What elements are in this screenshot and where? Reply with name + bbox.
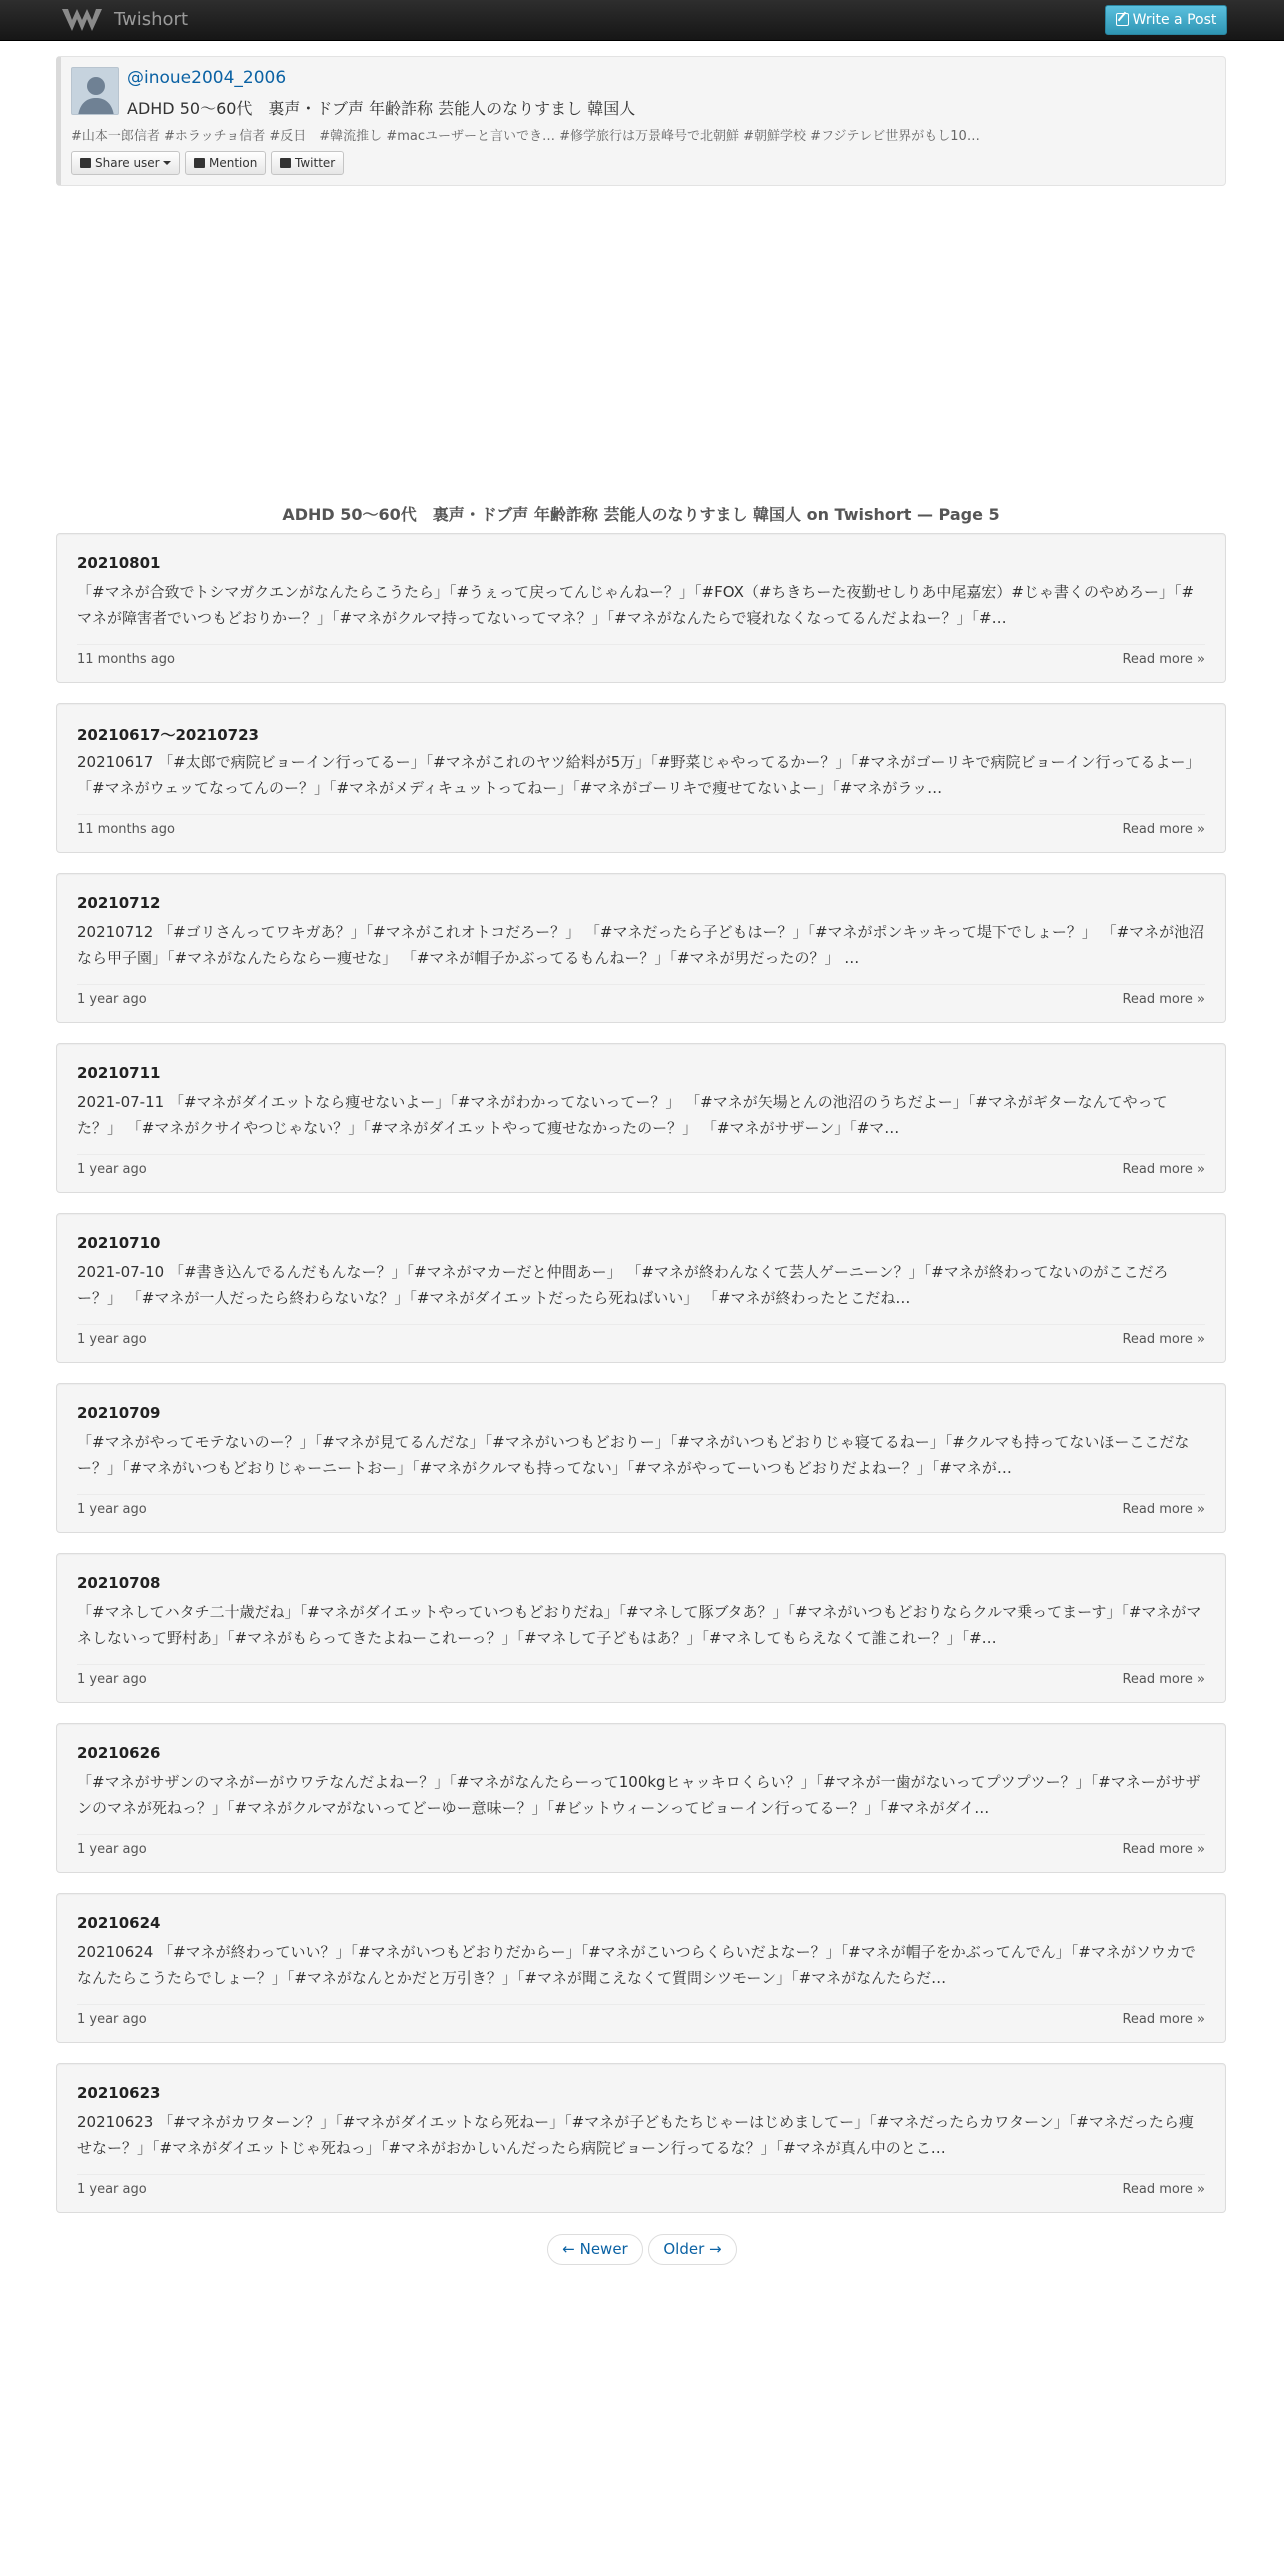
post-timestamp: 1 year ago — [77, 2012, 147, 2027]
post-title[interactable]: 20210710 — [77, 1234, 161, 1252]
comment-icon — [194, 158, 205, 168]
write-post-label: Write a Post — [1132, 12, 1217, 28]
divider — [77, 2004, 1205, 2005]
read-more-link[interactable]: Read more » — [1122, 822, 1205, 837]
read-more-link[interactable]: Read more » — [1122, 1162, 1205, 1177]
read-more-link[interactable]: Read more » — [1122, 1502, 1205, 1517]
user-bio-tags: #山本一郎信者 #ホラッチョ信者 #反日 #韓流推し #macユーザーと言いでき… #修学旅行は万景峰号で北朝鮮 #朝鮮学校 #フジテレビ世界がもし10… — [71, 129, 980, 144]
divider — [77, 644, 1205, 645]
divider — [77, 1154, 1205, 1155]
default-user-icon — [72, 68, 119, 115]
post-title[interactable]: 20210711 — [77, 1064, 161, 1082]
post-excerpt: 20210617 「#太郎で病院ビョーイン行ってるー」「#マネがこれのヤツ給料が5万」「#野菜じゃやってるかー？」「#マネがゴーリキで病院ビョーイン行ってるよー」「#マネがウェッてなってんのー？」「#マネがメディキュットってねー」「#マネがゴーリキで痩せてないよー」「#マネがラッ… — [77, 753, 1201, 797]
divider — [77, 1324, 1205, 1325]
newer-page-button[interactable]: ← Newer — [547, 2234, 643, 2265]
avatar[interactable] — [71, 67, 119, 115]
post-timestamp: 1 year ago — [77, 2182, 147, 2197]
read-more-link[interactable]: Read more » — [1122, 2012, 1205, 2027]
post-card — [56, 1043, 1226, 1193]
page-title: ADHD 50～60代 裏声・ドブ声 年齢詐称 芸能人のなりすまし 韓国人 on Twishort — Page 5 — [282, 505, 1000, 524]
divider — [77, 984, 1205, 985]
post-card — [56, 873, 1226, 1023]
read-more-link[interactable]: Read more » — [1122, 2182, 1205, 2197]
edit-icon — [1116, 13, 1129, 26]
post-excerpt: 「#マネがやってモテないのー？」「#マネが見てるんだな」「#マネがいつもどおりー」「#マネがいつもどおりじゃ寝てるねー」「#クルマも持ってないほーここだなー？」「#マネがいつもどおりじゃーニートおー」「#マネがクルマも持ってない」「#マネがやってーいつもどおりだよねー？」「#マネが… — [77, 1433, 1190, 1477]
post-card — [56, 1723, 1226, 1873]
user-display-name: ADHD 50～60代 裏声・ドブ声 年齢詐称 芸能人のなりすまし 韓国人 — [127, 99, 636, 118]
post-timestamp: 1 year ago — [77, 1502, 147, 1517]
share-user-label: Share user — [95, 156, 160, 170]
post-title[interactable]: 20210709 — [77, 1404, 161, 1422]
divider — [77, 1834, 1205, 1835]
twishort-logo-icon[interactable] — [60, 6, 104, 34]
post-excerpt: 「#マネが合致でトシマガクエンがなんたらこうたら」「#うぇって戻ってんじゃんねー？」「#FOX（#ちきちーた夜勤せしりあ中尾嘉宏）#じゃ書くのやめろー」「#マネが障害者でいつもどおりかー？」「#マネがクルマ持ってないってマネ？」「#マネがなんたらで寝れなくなってるんだよねー？」「#… — [77, 583, 1195, 627]
post-title[interactable]: 20210626 — [77, 1744, 161, 1762]
mention-button[interactable] — [185, 151, 266, 175]
megaphone-icon — [80, 158, 91, 168]
read-more-link[interactable]: Read more » — [1122, 1842, 1205, 1857]
top-navbar — [0, 0, 1284, 41]
post-timestamp: 1 year ago — [77, 1842, 147, 1857]
post-timestamp: 11 months ago — [77, 822, 175, 837]
divider — [77, 2174, 1205, 2175]
read-more-link[interactable]: Read more » — [1122, 652, 1205, 667]
post-excerpt: 2021-07-10 「#書き込んでるんだもんなー？」「#マネがマカーだと仲間あー」 「#マネが終わんなくて芸人ゲーニーン？」「#マネが終わってないのがここだろー？」 「#マネが一人だったら終わらないな？」「#マネがダイエットだったら死ねばいい」 「#マネが終わったとこだね… — [77, 1263, 1169, 1307]
post-card — [56, 533, 1226, 683]
post-card — [56, 1553, 1226, 1703]
share-user-button[interactable] — [71, 151, 180, 175]
twitter-bird-icon — [280, 158, 291, 168]
mention-label: Mention — [209, 156, 258, 170]
post-title[interactable]: 20210623 — [77, 2084, 161, 2102]
twitter-button[interactable] — [271, 151, 344, 175]
divider — [77, 1664, 1205, 1665]
post-title[interactable]: 20210712 — [77, 894, 161, 912]
post-excerpt: 「#マネがサザンのマネがーがウワテなんだよねー？」「#マネがなんたらーって100kgヒャッキロくらい？」「#マネが一歯がないってプツプツー？」「#マネーがサザンのマネが死ねっ？」「#マネがクルマがないってどーゆー意味ー？」「#ビットウィーンってビョーイン行ってるー？」「#マネがダイ… — [77, 1773, 1201, 1817]
post-excerpt: 「#マネしてハタチ二十歳だね」「#マネがダイエットやっていつもどおりだね」「#マネして豚ブタあ？」「#マネがいつもどおりならクルマ乗ってまーす」「#マネがマネしないって野村あ」「#マネがもらってきたよねーこれーっ？」「#マネして子どもはあ？」「#マネしてもらえなくて誰これー？」「#… — [77, 1603, 1202, 1647]
brand-name[interactable]: Twishort — [114, 9, 188, 30]
post-title[interactable]: 20210617～20210723 — [77, 726, 259, 744]
post-timestamp: 1 year ago — [77, 992, 147, 1007]
post-card — [56, 1213, 1226, 1363]
divider — [77, 814, 1205, 815]
caret-down-icon — [163, 161, 171, 165]
read-more-link[interactable]: Read more » — [1122, 992, 1205, 1007]
user-handle-link[interactable]: @inoue2004_2006 — [127, 68, 287, 88]
post-timestamp: 1 year ago — [77, 1672, 147, 1687]
twitter-label: Twitter — [295, 156, 336, 170]
write-post-button[interactable] — [1105, 5, 1227, 35]
post-excerpt: 2021-07-11 「#マネがダイエットなら痩せないよー」「#マネがわかってないってー？」 「#マネが矢場とんの池沼のうちだよー」「#マネがギターなんてやってた？」 「#マネがクサイやつじゃない？」「#マネがダイエットやって痩せなかったのー？」 「#マネがサザーン」「#マ… — [77, 1093, 1168, 1137]
divider — [77, 1494, 1205, 1495]
post-card — [56, 1893, 1226, 2043]
post-timestamp: 1 year ago — [77, 1332, 147, 1347]
post-excerpt: 20210712 「#ゴリさんってワキガあ？」「#マネがこれオトコだろー？」 「#マネだったら子どもはー？」「#マネがポンキッキって堤下でしょー？」 「#マネが池沼なら甲子園」「#マネがなんたらならー痩せな」 「#マネが帽子かぶってるもんねー？」「#マネが男だったの？」 … — [77, 923, 1205, 967]
post-title[interactable]: 20210624 — [77, 1914, 161, 1932]
post-card — [56, 2063, 1226, 2213]
post-excerpt: 20210624 「#マネが終わっていい？」「#マネがいつもどおりだからー」「#マネがこいつらくらいだよなー？」「#マネが帽子をかぶってんでん」「#マネがソウカでなんたらこうたらでしょー？」「#マネがなんとかだと万引き？」「#マネが聞こえなくて質問シツモーン」「#マネがなんたらだ… — [77, 1943, 1196, 1987]
post-timestamp: 11 months ago — [77, 652, 175, 667]
user-profile-box — [56, 56, 1226, 186]
post-card — [56, 1383, 1226, 1533]
post-title[interactable]: 20210708 — [77, 1574, 161, 1592]
post-card — [56, 703, 1226, 853]
older-page-button[interactable]: Older → — [648, 2234, 737, 2265]
post-excerpt: 20210623 「#マネがカワターン？」「#マネがダイエットなら死ねー」「#マネが子どもたちじゃーはじめましてー」「#マネだったらカワターン」「#マネだったら痩せなー？」「#マネがダイエットじゃ死ねっ」「#マネがおかしいんだったら病院ビョーン行ってるな？」「#マネが真ん中のとこ… — [77, 2113, 1194, 2157]
read-more-link[interactable]: Read more » — [1122, 1332, 1205, 1347]
read-more-link[interactable]: Read more » — [1122, 1672, 1205, 1687]
post-timestamp: 1 year ago — [77, 1162, 147, 1177]
post-title[interactable]: 20210801 — [77, 554, 161, 572]
